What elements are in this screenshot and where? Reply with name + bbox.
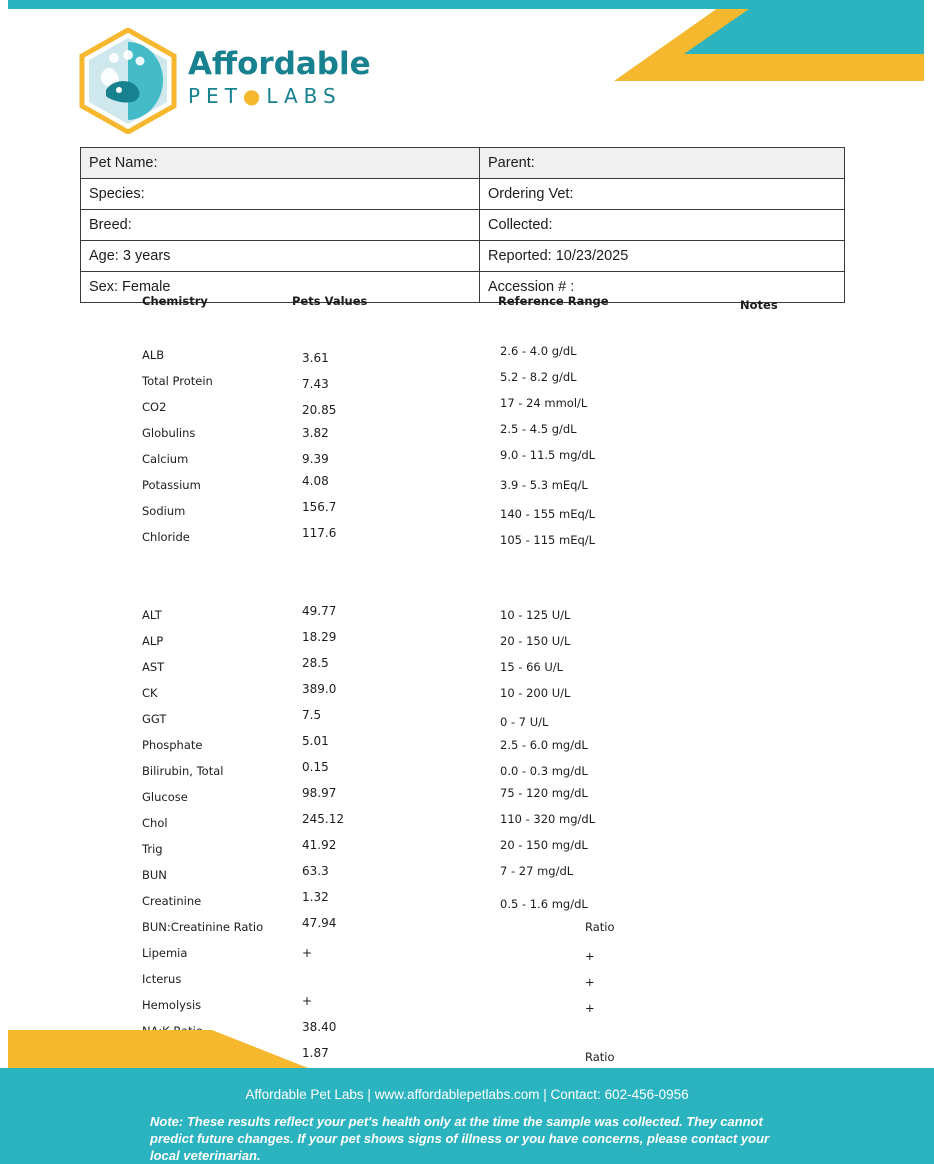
table-row [80, 994, 870, 1024]
table-row [80, 370, 870, 400]
header-pets-values: Pets Values [292, 294, 368, 308]
analyte-name: Total Protein [142, 374, 213, 388]
analyte-reference: 140 - 155 mEq/L [500, 507, 596, 521]
analyte-value: 18.29 [302, 630, 337, 644]
header-notes: Notes [740, 298, 778, 312]
analyte-name: Globulins [142, 426, 196, 440]
analyte-value: 1.87 [302, 1046, 329, 1060]
analyte-name: ALT [142, 608, 162, 622]
analyte-name: AST [142, 660, 165, 674]
analyte-name: Hemolysis [142, 998, 202, 1012]
analyte-reference: 0 - 7 U/L [500, 715, 549, 729]
analyte-reference: 10 - 200 U/L [500, 686, 571, 700]
analyte-value: 20.85 [302, 403, 337, 417]
table-row [80, 864, 870, 894]
group-spacer [80, 582, 870, 608]
table-row [81, 148, 845, 179]
analyte-name: Lipemia [142, 946, 188, 960]
analyte-value: 47.94 [302, 916, 337, 930]
analyte-reference: + [585, 975, 595, 989]
collected-cell: Collected: [480, 210, 845, 241]
table-row [80, 760, 870, 790]
table-row [80, 422, 870, 452]
analyte-name: Sodium [142, 504, 186, 518]
analyte-value: + [302, 994, 313, 1008]
analyte-value: 7.43 [302, 377, 329, 391]
results-group-electrolytes [80, 322, 870, 556]
results-section [80, 288, 870, 1076]
analyte-value: 49.77 [302, 604, 337, 618]
footer-disclaimer-label: Note: [150, 1114, 184, 1129]
analyte-reference: 3.9 - 5.3 mEq/L [500, 478, 588, 492]
top-teal-bar [0, 0, 934, 9]
brand-subtitle-dot: ● [242, 84, 267, 108]
analyte-reference: + [585, 949, 595, 963]
analyte-name: GGT [142, 712, 167, 726]
table-row [80, 812, 870, 842]
header-chemistry: Chemistry [142, 294, 208, 308]
accession-cell: Accession # : [480, 272, 845, 303]
analyte-value: 7.5 [302, 708, 322, 722]
table-row [80, 682, 870, 712]
left-edge [0, 0, 8, 1164]
analyte-value: 0.15 [302, 760, 329, 774]
analyte-reference: 7 - 27 mg/dL [500, 864, 574, 878]
table-row [81, 179, 845, 210]
analyte-name: Creatinine [142, 894, 202, 908]
brand-subtitle-pet: PET [188, 84, 243, 108]
footer-disclaimer-text: These results reflect your pet's health only at the time the sample was collected. They cannot predict future changes. If your pet shows signs of illness or you have concerns, please contact your local veterinarian. [150, 1114, 770, 1163]
analyte-reference: 20 - 150 U/L [500, 634, 571, 648]
table-row [80, 396, 870, 426]
analyte-reference: 0.5 - 1.6 mg/dL [500, 897, 588, 911]
analyte-name: Glucose [142, 790, 188, 804]
table-row [80, 838, 870, 868]
analyte-value: 117.6 [302, 526, 337, 540]
brand-subtitle-labs: LABS [266, 84, 342, 108]
footer-disclaimer [150, 1113, 800, 1164]
brand-logo [78, 28, 498, 128]
table-row [80, 972, 870, 998]
footer-contact-line: Affordable Pet Labs | www.affordablepetlabs.com | Contact: 602-456-0956 [245, 1087, 689, 1102]
group-spacer [80, 556, 870, 582]
analyte-reference: 9.0 - 11.5 mg/dL [500, 448, 596, 462]
analyte-reference: 2.5 - 4.5 g/dL [500, 422, 577, 436]
table-row [80, 448, 870, 478]
table-row [80, 344, 870, 374]
analyte-reference: + [585, 1001, 595, 1015]
analyte-reference: Ratio [585, 920, 615, 934]
analyte-reference: 10 - 125 U/L [500, 608, 571, 622]
analyte-value: 156.7 [302, 500, 337, 514]
patient-info-table [80, 147, 845, 303]
analyte-value: 389.0 [302, 682, 337, 696]
analyte-reference: 75 - 120 mg/dL [500, 786, 588, 800]
analyte-name: ALB [142, 348, 165, 362]
analyte-reference: 110 - 320 mg/dL [500, 812, 596, 826]
breed-cell: Breed: [81, 210, 480, 241]
analyte-reference: 15 - 66 U/L [500, 660, 564, 674]
right-edge [924, 0, 934, 1164]
sex-cell: Sex: Female [81, 272, 480, 303]
analyte-name: Potassium [142, 478, 201, 492]
analyte-reference: 2.5 - 6.0 mg/dL [500, 738, 588, 752]
reported-cell: Reported: 10/23/2025 [480, 241, 845, 272]
analyte-value: 63.3 [302, 864, 329, 878]
results-header-row [80, 288, 870, 322]
parent-cell: Parent: [480, 148, 845, 179]
analyte-name: Bilirubin, Total [142, 764, 224, 778]
analyte-name: Calcium [142, 452, 189, 466]
analyte-value: 38.40 [302, 1020, 337, 1034]
table-row [80, 500, 870, 530]
analyte-value: 3.82 [302, 426, 329, 440]
analyte-value: 245.12 [302, 812, 344, 826]
analyte-reference: Ratio [585, 1050, 615, 1064]
results-group-chemistry [80, 604, 870, 1076]
hexagon-paw-logo-icon [78, 28, 178, 134]
pet-name-cell: Pet Name: [81, 148, 480, 179]
ordering-vet-cell: Ordering Vet: [480, 179, 845, 210]
species-cell: Species: [81, 179, 480, 210]
analyte-reference: 105 - 115 mEq/L [500, 533, 596, 547]
analyte-name: BUN [142, 868, 167, 882]
table-row [80, 526, 870, 556]
analyte-name: BUN:Creatinine Ratio [142, 920, 264, 934]
analyte-value: 3.61 [302, 351, 329, 365]
table-row [80, 604, 870, 634]
analyte-value: 28.5 [302, 656, 329, 670]
analyte-reference: 2.6 - 4.0 g/dL [500, 344, 577, 358]
analyte-name: ALP [142, 634, 164, 648]
analyte-name: Chol [142, 816, 168, 830]
analyte-name: Phosphate [142, 738, 203, 752]
table-row [80, 708, 870, 738]
table-row [80, 890, 870, 920]
table-row [80, 734, 870, 764]
table-row [80, 916, 870, 946]
analyte-value: 41.92 [302, 838, 337, 852]
brand-wordmark [188, 46, 371, 108]
brand-title: Affordable [188, 46, 371, 82]
analyte-value: 98.97 [302, 786, 337, 800]
analyte-value: + [302, 946, 313, 960]
header-reference-range: Reference Range [498, 294, 609, 308]
analyte-name: Chloride [142, 530, 190, 544]
age-cell: Age: 3 years [81, 241, 480, 272]
table-row [80, 630, 870, 660]
analyte-name: CK [142, 686, 158, 700]
analyte-value: 4.08 [302, 474, 329, 488]
group-spacer [80, 322, 870, 348]
analyte-value: 9.39 [302, 452, 329, 466]
analyte-value: 5.01 [302, 734, 329, 748]
table-row [81, 241, 845, 272]
brand-subtitle [188, 84, 371, 108]
table-row [80, 474, 870, 504]
analyte-value: 1.32 [302, 890, 329, 904]
table-row [80, 656, 870, 686]
analyte-reference: 17 - 24 mmol/L [500, 396, 588, 410]
analyte-reference: 5.2 - 8.2 g/dL [500, 370, 577, 384]
table-row [80, 786, 870, 816]
analyte-reference: 20 - 150 mg/dL [500, 838, 588, 852]
analyte-name: Trig [142, 842, 163, 856]
analyte-name: CO2 [142, 400, 167, 414]
table-row [81, 210, 845, 241]
analyte-name: Icterus [142, 972, 182, 986]
analyte-reference: 0.0 - 0.3 mg/dL [500, 764, 588, 778]
table-row [80, 946, 870, 972]
